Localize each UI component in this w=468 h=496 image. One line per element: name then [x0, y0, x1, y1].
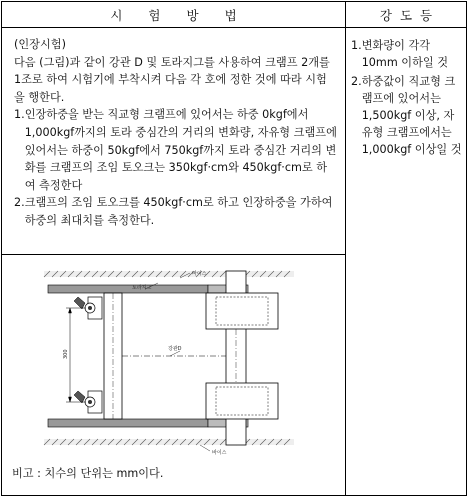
- spec-table: [1, 1, 467, 496]
- method-item-1: [14, 106, 337, 194]
- pipe-label: 강관D: [168, 346, 182, 352]
- upper-clamp-block: [206, 293, 278, 329]
- top-torajig-bar: [48, 285, 208, 293]
- strength-item-2: [351, 73, 462, 158]
- bottom-vise-hatch: [44, 439, 294, 445]
- strength-item-number: 2.: [351, 75, 362, 88]
- figure-note: 비고 : 치수의 단위는 mm이다.: [12, 467, 164, 480]
- figure-cell: [2, 255, 346, 496]
- strength-item-1: [351, 37, 462, 71]
- header-row: [2, 2, 467, 28]
- tensile-test-figure: [30, 267, 320, 462]
- header-method: [2, 2, 346, 28]
- strength-item-text: 변화량이 각각 10mm 이하일 것: [361, 39, 449, 69]
- dimension-label: 300: [63, 349, 69, 359]
- dimension-line: [66, 308, 86, 402]
- strength-cell: [346, 28, 467, 496]
- header-strength: [346, 2, 467, 28]
- method-item-text: 인장하중을 받는 직교형 크램프에 있어서는 하중 0kgf에서 1,000kgf까지의 토라 중심간의 거리의 변화량, 자유형 크램프에 있어서는 하중이 50kgf에서 750kgf까지 토라 중심간 거리의 변화를 크램프의 조임 토오크는 350kgf·cm와 450kgf·cm로 하여 측정한다: [24, 108, 337, 192]
- strength-item-number: 1.: [351, 39, 362, 52]
- header-method-label: 시험방법: [110, 7, 263, 23]
- method-item-number: 2.: [14, 196, 25, 210]
- method-item-number: 1.: [14, 108, 25, 122]
- lower-clamp-block: [206, 383, 278, 419]
- method-subtitle: (인장시험): [14, 38, 66, 51]
- torajig-label: 토라지그: [132, 285, 152, 291]
- method-cell: [2, 28, 346, 255]
- header-strength-label: 강도등: [379, 7, 441, 23]
- method-item-text: 크램프의 조임 토오크를 450kgf·cm로 하고 인장하중을 가하여 하중의 최대치를 측정한다.: [24, 196, 333, 227]
- method-row: [2, 28, 467, 255]
- method-item-2: [14, 194, 337, 229]
- method-intro: 다음 (그림)과 같이 강관 D 및 토라지그를 사용하여 크램프 2개를 1조로 하여 시험기에 부착시켜 다음 각 호에 정한 것에 따라 시험을 행한다.: [14, 55, 330, 104]
- top-vise-hatch: [44, 271, 294, 277]
- bottom-torajig-bar: [48, 419, 208, 427]
- strength-item-text: 하중값이 직교형 크램프에 있어서는 1,500kgf 이상, 자유형 크램프에서는 1,000kgf 이상일 것: [361, 75, 462, 156]
- vise-top-label: 바이스: [192, 271, 207, 277]
- vise-bottom-label: 바이스: [212, 450, 227, 456]
